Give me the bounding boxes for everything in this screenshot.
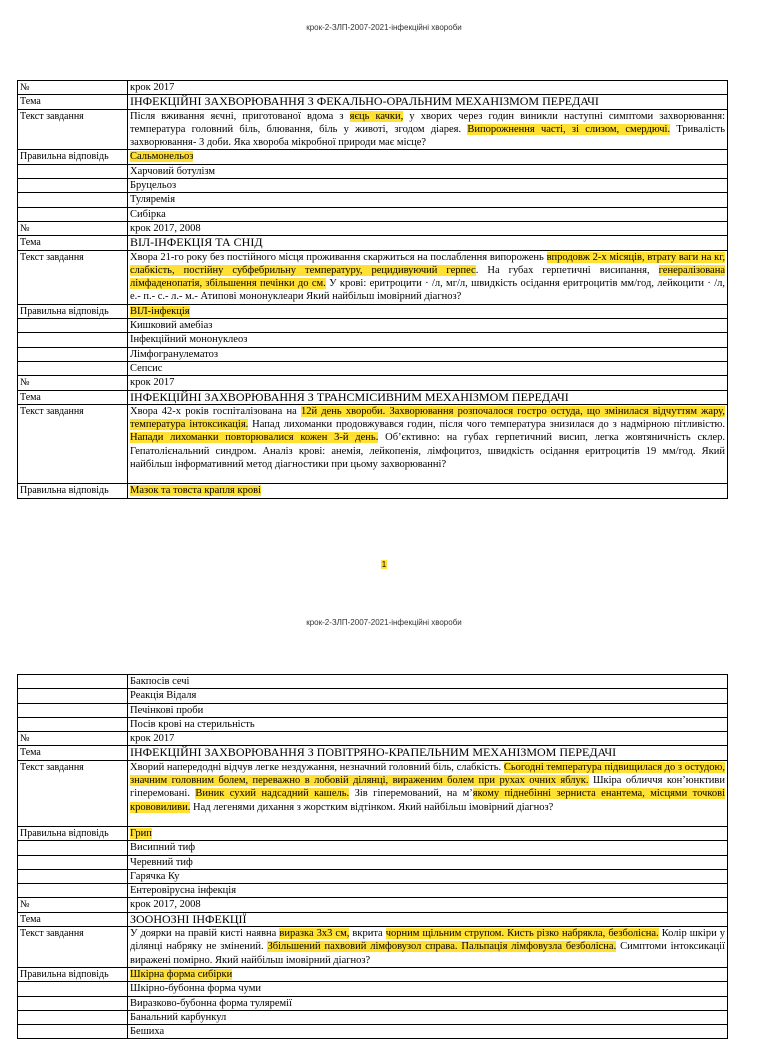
q5-option: Бешиха: [128, 1025, 728, 1039]
label-num: №: [18, 376, 128, 390]
q2-option: Сепсис: [128, 361, 728, 375]
q5-topic: ЗООНОЗНІ ІНФЕКЦІЇ: [128, 912, 728, 926]
q3-text: Хвора 42-х років госпіталізована на 12й день хвороби. Захворювання розпочалося гостро остуда, що змінилася відчуттям жару, температура інтоксикація. Напад лихоманки продовжувався годин, після чого температура знизилася до з надмірною пітливістю. Напади лихоманки повторювалися кожен 3-й день. Об’єктивно: на губах герпетичний висип, легка жовтяничність склер. Гепатолієнальний синдром. Аналіз крові: анемія, лейкопенія, лімфоцитоз, швидкість осідання еритроцитів 19 мм/год. Який найбільш інформативний метод діагностики при цьому захворюванні?: [128, 404, 728, 483]
q5-year: крок 2017, 2008: [128, 898, 728, 912]
q2-option: Інфекційний мононуклеоз: [128, 333, 728, 347]
label-num: №: [18, 221, 128, 235]
q5-option: Банальний карбункул: [128, 1010, 728, 1024]
q2-answer: ВІЛ-інфекція: [128, 304, 728, 318]
q2-year: крок 2017, 2008: [128, 221, 728, 235]
label-topic: Тема: [18, 390, 128, 404]
page-header: крок-2-ЗЛП-2007-2021-інфекційні хвороби: [306, 618, 462, 627]
q1-option: Туляремія: [128, 193, 728, 207]
q1-option: Харчовий ботулізм: [128, 164, 728, 178]
q4-option: Черевний тиф: [128, 855, 728, 869]
q5-answer: Шкірна форма сибірки: [128, 967, 728, 981]
label-topic: Тема: [18, 746, 128, 760]
q1-option: Сибірка: [128, 207, 728, 221]
label-answer: Правильна відповідь: [18, 304, 128, 318]
label-task: Текст завдання: [18, 250, 128, 304]
label-task: Текст завдання: [18, 404, 128, 483]
q2-option: Лімфогранулематоз: [128, 347, 728, 361]
q1-topic: ІНФЕКЦІЙНІ ЗАХВОРЮВАННЯ З ФЕКАЛЬНО-ОРАЛЬНИМ МЕХАНІЗМОМ ПЕРЕДАЧІ: [128, 95, 728, 109]
label-topic: Тема: [18, 95, 128, 109]
label-task: Текст завдання: [18, 109, 128, 150]
page-header: крок-2-ЗЛП-2007-2021-інфекційні хвороби: [306, 23, 462, 32]
page-number: 1: [381, 560, 387, 569]
label-topic: Тема: [18, 912, 128, 926]
prev-option: Бакпосів сечі: [128, 675, 728, 689]
q4-year: крок 2017: [128, 732, 728, 746]
label-answer: Правильна відповідь: [18, 967, 128, 981]
q3-topic: ІНФЕКЦІЙНІ ЗАХВОРЮВАННЯ З ТРАНСМІСИВНИМ МЕХАНІЗМОМ ПЕРЕДАЧІ: [128, 390, 728, 404]
question-table-page-2: [17, 674, 728, 1039]
q5-option: Виразково-бубонна форма туляремії: [128, 996, 728, 1010]
q1-year: крок 2017: [128, 81, 728, 95]
q5-option: Шкірно-бубонна форма чуми: [128, 982, 728, 996]
q4-option: Висипний тиф: [128, 841, 728, 855]
label-num: №: [18, 898, 128, 912]
q1-option: Бруцельоз: [128, 179, 728, 193]
q1-text: Після вживання яєчні, приготованої вдома з яєць качки, у хворих через годин виникли наступні симптоми захворювання: температура головний біль, блювання, біль у животі, згодом діарея. Випорожнення часті, зі слизом, смердючі. Тривалість захворювання- 3 доби. Яка хвороба мікробної природи має місце?: [128, 109, 728, 150]
prev-option: Печінкові проби: [128, 703, 728, 717]
q2-option: Кишковий амебіаз: [128, 319, 728, 333]
label-num: №: [18, 732, 128, 746]
label-answer: Правильна відповідь: [18, 150, 128, 164]
q2-topic: ВІЛ-ІНФЕКЦІЯ ТА СНІД: [128, 236, 728, 250]
label-task: Текст завдання: [18, 927, 128, 968]
q2-text: Хвора 21-го року без постійного місця проживання скаржиться на послаблення випорожень впродовж 2-х місяців, втрату ваги на кг, слабкість, постійну субфебрильну температуру, рецидивуючий герпес. На губах герпетичні висипання, генералізована лімфаденопатія, збільшення печінки до см. У крові: еритроцити · /л, мг/л, швидкість осідання еритроцитів мм/год, лейкоцити · /л, е.- п.- с.- л.- м.- Атипові мононуклеари Який найбільш імовірний діагноз?: [128, 250, 728, 304]
question-table-page-1: [17, 80, 728, 499]
label-task: Текст завдання: [18, 760, 128, 826]
label-topic: Тема: [18, 236, 128, 250]
q5-text: У доярки на правій кисті наявна виразка 3х3 см, вкрита чорним щільним струпом. Кисть різко набрякла, безболісна. Колір шкіри у ділянці набряку не змінений. Збільшений пахвовий лімфовузол справа. Пальпація лімфовузла безболісна. Симптоми інтоксикації виражені помірно. Який найбільш імовірний діагноз?: [128, 927, 728, 968]
q3-year: крок 2017: [128, 376, 728, 390]
prev-option: Посів крові на стерильність: [128, 717, 728, 731]
q1-answer: Сальмонельоз: [128, 150, 728, 164]
q4-topic: ІНФЕКЦІЙНІ ЗАХВОРЮВАННЯ З ПОВІТРЯНО-КРАПЕЛЬНИМ МЕХАНІЗМОМ ПЕРЕДАЧІ: [128, 746, 728, 760]
label-answer: Правильна відповідь: [18, 484, 128, 498]
prev-option: Реакція Відаля: [128, 689, 728, 703]
q4-text: Хворий напередодні відчув легке нездужання, незначний головний біль, слабкість. Сьогодні температура підвищилася до з остудою, значним головним болем, переважно в лобовій ділянці, вираженим болем при рухах очних яблук. Шкіра обличчя кон’юнктиви гіперемовані. Виник сухий надсадний кашель. Зів гіперемований, на м’якому піднебінні зернистa енантема, місцями точкові крововиливи. Над легенями дихання з жорстким відтінком. Який найбільш імовірний діагноз?: [128, 760, 728, 826]
q4-answer: Грип: [128, 826, 728, 840]
q3-answer: Мазок та товста крапля крові: [128, 484, 728, 498]
label-answer: Правильна відповідь: [18, 826, 128, 840]
q4-option: Ентеровірусна інфекція: [128, 884, 728, 898]
q4-option: Гарячка Ку: [128, 869, 728, 883]
label-num: №: [18, 81, 128, 95]
